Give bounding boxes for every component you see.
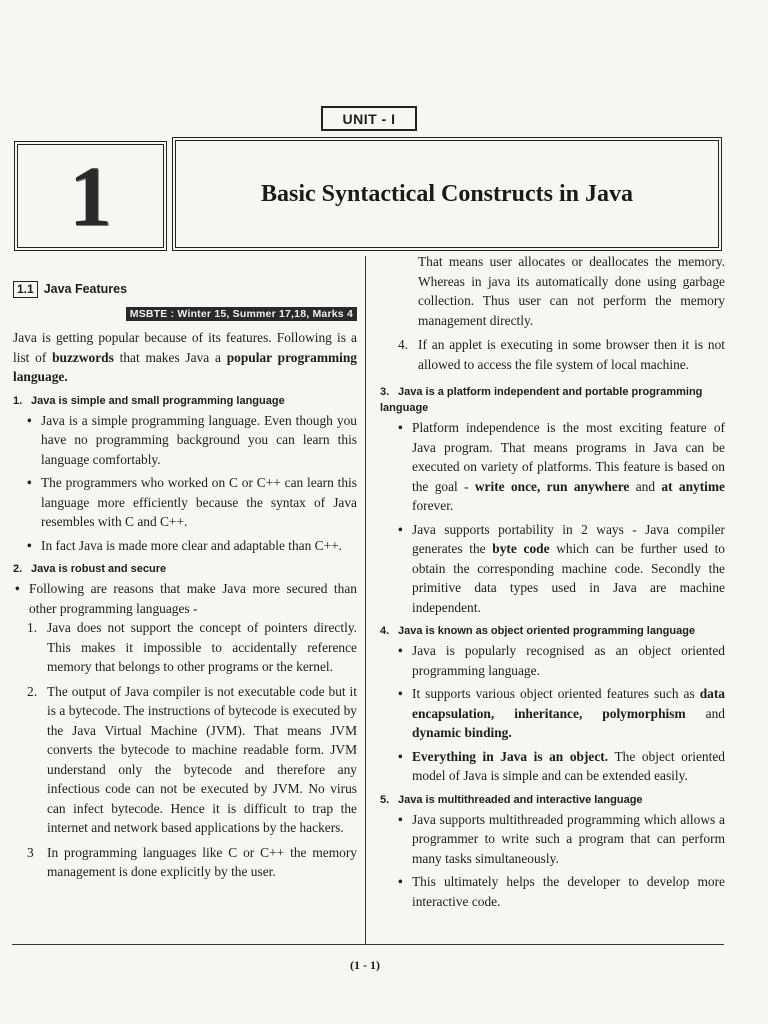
chapter-title-box bbox=[172, 137, 722, 251]
list-item: • In fact Java is made more clear and adaptable than C++. bbox=[41, 536, 357, 556]
list-item: 3 In programming languages like C or C++ the memory management is done explicitly by the user. bbox=[27, 844, 357, 879]
simple-list bbox=[13, 411, 357, 556]
robust-reasons-list-cont bbox=[380, 335, 725, 374]
list-item: 2. The output of Java compiler is not executable code but it is a bytecode. The instructions of bytecode is executed by the Java Virtual Machine (JVM). That means JVM converts the bytecode to machine readable form. JVM understand only the bytecode and therefore any infectious code can not be executed by JVM. No virus can infect bytecode. Hence it is difficult to trap the internet and network based applications by the hackers. bbox=[27, 683, 357, 835]
oop-list bbox=[380, 641, 725, 786]
list-item: • It supports various object oriented features such as data encapsulation, inheritance, polymorphism and dynamic binding. bbox=[412, 684, 725, 743]
list-item: • The programmers who worked on C or C++ can learn this language more efficiently because the syntax of Java resembles with C and C++. bbox=[41, 473, 357, 532]
list-item: 4. If an applet is executing in some browser then it is not allowed to access the file system of local machine. bbox=[398, 337, 725, 372]
list-item: • Following are reasons that make Java more secured than other programming languages - bbox=[29, 579, 357, 618]
section-number: 1.1 bbox=[13, 281, 38, 298]
robust-reasons-list bbox=[13, 618, 357, 882]
section-title: Java Features bbox=[43, 282, 128, 296]
msbte-tag: MSBTE : Winter 15, Summer 17,18, Marks 4 bbox=[13, 303, 357, 325]
subheading-robust: 2. Java is robust and secure bbox=[13, 563, 167, 575]
list-item: • This ultimately helps the developer to develop more interactive code. bbox=[412, 872, 725, 911]
chapter-title: Basic Syntactical Constructs in Java bbox=[261, 180, 633, 207]
section-heading bbox=[13, 280, 357, 300]
list-item: • Java is popularly recognised as an object oriented programming language. bbox=[412, 641, 725, 680]
chapter-number-box bbox=[14, 141, 167, 251]
list-item: • Everything in Java is an object. The object oriented model of Java is simple and can be extended easily. bbox=[412, 747, 725, 786]
list-item: • Java supports portability in 2 ways - Java compiler generates the byte code which can be further used to obtain the corresponding machine code. Secondly the primitive data types used in Java are machine independent. bbox=[412, 520, 725, 618]
column-divider bbox=[365, 256, 366, 944]
chapter-number: 1 bbox=[69, 148, 112, 244]
subheading-multithreaded: 5. Java is multithreaded and interactive language bbox=[380, 793, 643, 806]
list-item: • Java is a simple programming language. Even though you have no programming background you can learn this language comfortably. bbox=[41, 411, 357, 470]
bottom-rule bbox=[12, 944, 724, 945]
continued-text: That means user allocates or deallocates the memory. Whereas in java its automatically done using garbage collection. Thus user can not perform the memory management directly. bbox=[418, 254, 725, 328]
page-number: (1 - 1) bbox=[350, 958, 380, 972]
platform-list bbox=[380, 418, 725, 617]
subheading-platform: 3. Java is a platform independent and portable programming language bbox=[380, 386, 703, 414]
list-item: • Platform independence is the most exciting feature of Java program. That means programs in Java can be executed on variety of platforms. This feature is based on the goal - write once, run anywhere and at anytime forever. bbox=[412, 418, 725, 516]
subheading-simple: 1. Java is simple and small programming language bbox=[13, 394, 285, 407]
unit-label: UNIT - I bbox=[321, 106, 417, 131]
intro-paragraph: Java is getting popular because of its features. Following is a list of buzzwords that makes Java a popular programming language. bbox=[13, 330, 357, 384]
list-item: • Java supports multithreaded programming which allows a programmer to write such a program that can perform many tasks simultaneously. bbox=[412, 810, 725, 869]
robust-lead bbox=[13, 579, 357, 618]
left-column bbox=[13, 280, 357, 887]
subheading-oop: 4. Java is known as object oriented programming language bbox=[380, 625, 696, 637]
list-item: 1. Java does not support the concept of pointers directly. This makes it impossible to accidentally reference memory that belongs to other programs or the kernel. bbox=[27, 620, 357, 674]
multithreaded-list bbox=[380, 810, 725, 912]
right-column bbox=[380, 252, 725, 915]
